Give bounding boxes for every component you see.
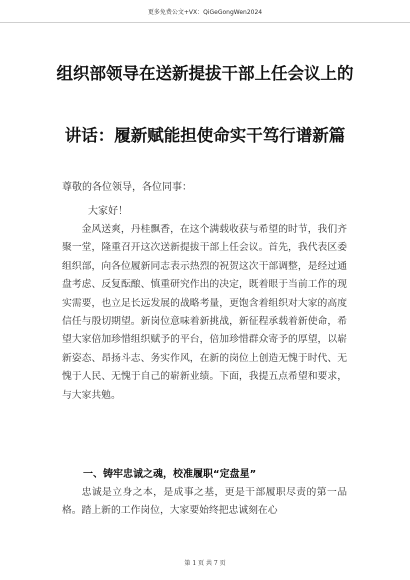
opening-paragraph: 金风送爽，丹桂飘香，在这个满载收获与希望的时节，我们齐聚一堂，隆重召开这次送新提拔干部上任会议。首先，我代表区委组织部，向各位履新同志表示热烈的祝贺这次干部调整，是经过通盘考虑、反复酝酿、慎重研究作出的决定，既着眼于当前工作的现实需要，也立足长远发展的战略考量，更饱含着组织对大家的高度信任与殷切期望。新岗位意味着新挑战，新征程承载着新使命，希望大家倍加珍惜组织赋予的平台，倍加珍惜群众寄予的厚望，以崭新姿态、昂扬斗志、务实作风，在新的岗位上创造无愧于时代、无愧于人民、无愧于自己的崭新业绩。下面，我提五点希望和要求，与大家共勉。 — [62, 224, 347, 401]
greeting: 大家好！ — [88, 206, 128, 217]
section-1-paragraph: 忠诚是立身之本，是成事之基，更是干部履职尽责的第一品格。踏上新的工作岗位，大家要始终把忠诚刻在心 — [62, 487, 347, 517]
document-title-line-1: 组织部领导在送新提拔干部上任会议上的 — [56, 64, 354, 83]
section-heading-1: 一、铸牢忠诚之魂，校准履职“定盘星” — [83, 469, 257, 480]
page-header — [0, 0, 410, 23]
document-title-line-2: 讲话：履新赋能担使命实干笃行谱新篇 — [64, 126, 346, 145]
page-number: 第 1 页 共 7 页 — [184, 560, 226, 567]
header-text: 更多免费公文+VX：QiGeGongWen2024 — [147, 8, 263, 16]
salutation: 尊敬的各位领导，各位同事： — [62, 182, 192, 193]
